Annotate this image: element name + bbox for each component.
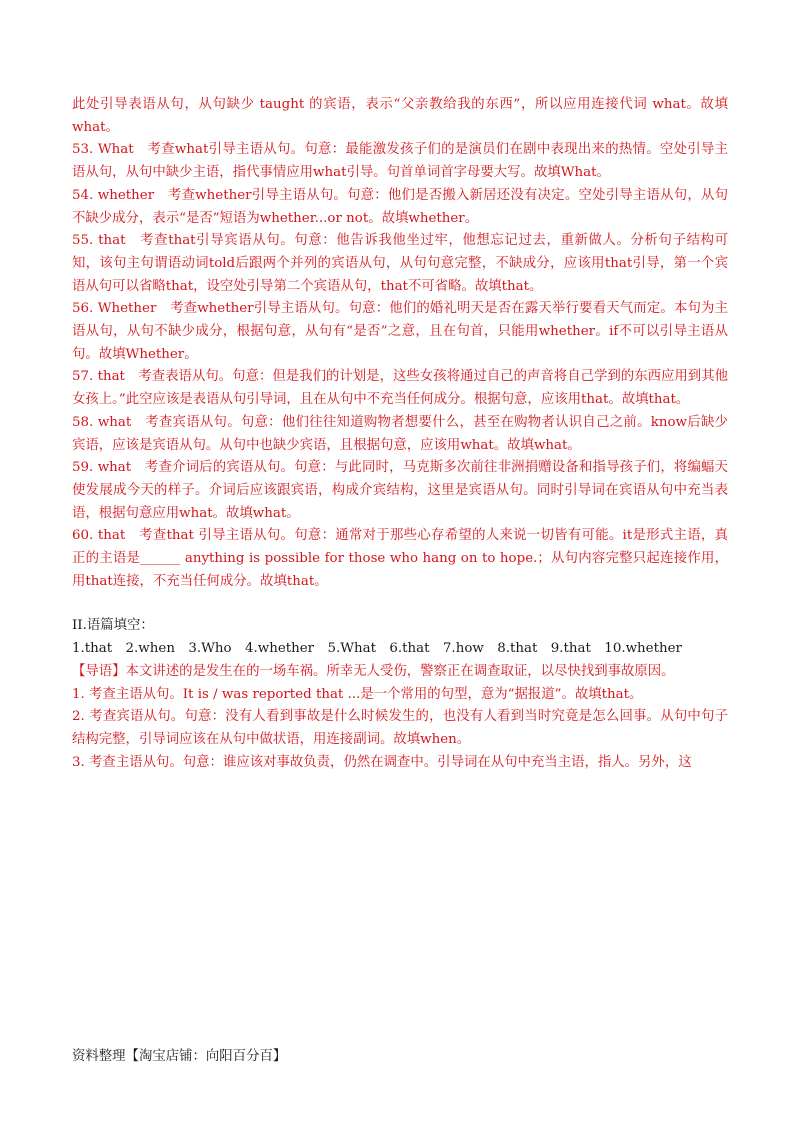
paragraph-continuation: 此处引导表语从句，从句缺少 taught 的宾语，表示“父亲教给我的东西”，所以应用连接代词 what。故填what。 [72, 97, 728, 135]
answer-58: 58. what 考查宾语从句。句意：他们往往知道购物者想要什么，甚至在购物者认识自己之前。know后缺少宾语，应该是宾语从句。从句中也缺少宾语，且根据句意，应该用what。故填what。 [72, 414, 728, 453]
answer-54: 54. whether 考查whether引导主语从句。句意：他们是否搬入新居还没有决定。空处引导主语从句，从句不缺少成分，表示“是否”短语为whether...or not。故填whether。 [72, 187, 728, 226]
page-footer: 资料整理【淘宝店铺：向阳百分百】 [72, 1049, 287, 1064]
answer-56: 56. Whether 考查whether引导主语从句。句意：他们的婚礼明天是否在露天举行要看天气而定。本句为主语从句，从句不缺少成分，根据句意，从句有“是否”之意，且在句首，只能用whether。if不可以引导主语从句。故填Whether。 [72, 301, 728, 362]
answer-59: 59. what 考查介词后的宾语从句。句意：与此同时，马克斯多次前往非洲捐赠设备和指导孩子们，将编蝠天使发展成今天的样子。介词后应该跟宾语，构成介宾结构，这里是宾语从句。同时引导词在宾语从句中充当表语，根据句意应用what。故填what。 [72, 460, 728, 521]
answer-explanations [72, 94, 728, 774]
item-1: 1. 考查主语从句。It is / was reported that ...是一个常用的句型，意为“据报道”。故填that。 [72, 686, 643, 702]
guide-paragraph: 【导语】本文讲述的是发生在的一场车祸。所幸无人受伤，警察正在调查取证，以尽快找到事故原因。 [72, 663, 675, 679]
answer-53: 53. What 考查what引导主语从句。句意：最能激发孩子们的是演员们在剧中表现出来的热情。空处引导主语从句，从句中缺少主语，指代事情应用what引导。句首单词首字母要大写。故填What。 [72, 142, 728, 181]
section-title: II.语篇填空： [72, 618, 154, 634]
item-2: 2. 考查宾语从句。句意：没有人看到事故是什么时候发生的，也没有人看到当时究竟是怎么回事。从句中句子结构完整，引导词应该在从句中做状语，用连接副词。故填when。 [72, 709, 728, 747]
answer-key-line: 1.that 2.when 3.Who 4.whether 5.What 6.that 7.how 8.that 9.that 10.whether [72, 641, 682, 657]
answer-57: 57. that 考查表语从句。句意：但是我们的计划是，这些女孩将通过自己的声音将自己学到的东西应用到其他女孩上。”此空应该是表语从句引导词，且在从句中不充当任何成分。根据句意，应该用that。故填that。 [72, 369, 728, 408]
answer-60: 60. that 考查that 引导主语从句。句意：通常对于那些心存希望的人来说一切皆有可能。it是形式主语，真正的主语是______ anything is possible for those who hang on to hope.；从句内容完整只起连接作用，用that连接，不充当任何成分。故填that。 [72, 528, 728, 589]
section-spacer [72, 593, 728, 615]
answer-55: 55. that 考查that引导宾语从句。句意：他告诉我他坐过牢，他想忘记过去，重新做人。分析句子结构可知，该句主句谓语动词told后跟两个并列的宾语从句，从句句意完整，不缺成分，应该用that引导，第一个宾语从句可以省略that，设空处引导第二个宾语从句，that不可省略。故填that。 [72, 233, 728, 294]
item-3: 3. 考查主语从句。句意：谁应该对事故负责，仍然在调查中。引导词在从句中充当主语，指人。另外，这 [72, 754, 692, 770]
